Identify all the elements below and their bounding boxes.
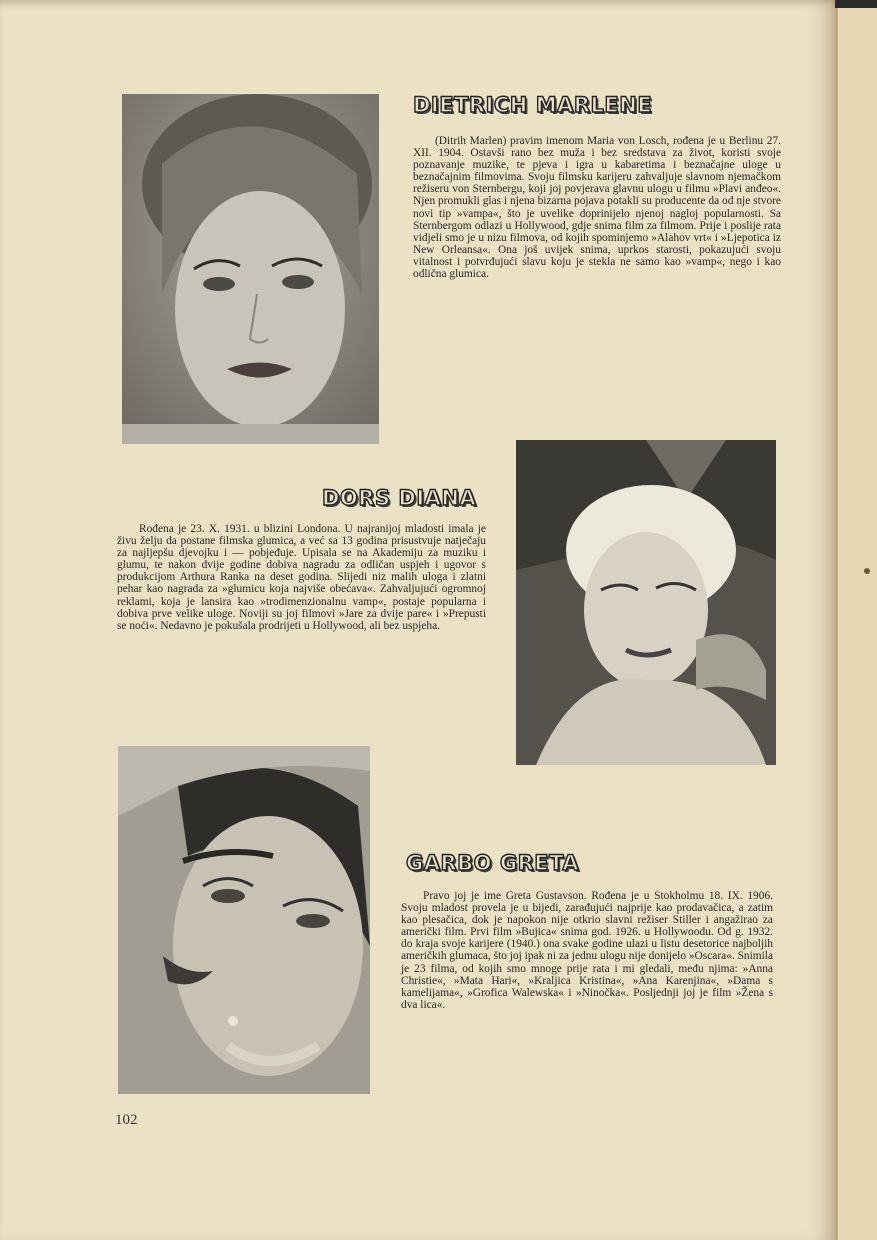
dors-portrait-image [516,440,776,765]
page-mark [864,568,870,574]
garbo-biography: Pravo joj je ime Greta Gustavson. Rođena je u Stokholmu 18. IX. 1906. Svoju mladost provela je u bijedi, zarađujući najprije kao prodavačica, a zatim kao plesačica, dok je napokon nije otkrio slavni režiser Stiller i angažirao za američki film. Prvi film »Bujica« snima god. 1926. u Hollywoodu. Od g. 1932. do kraja svoje karijere (1940.) ona svake godine ulazi u listu desetorice najboljih američkih glumaca, što joj ipak ni za jednu ulogu nije donijelo »Oscara«. Snimila je 23 filma, od kojih smo mnoge prije rata i mi gledali, među njima: »Anna Christie«, »Mata Hari«, »Kraljica Kristina«, »Ana Karenjina«, »Dama s kamelijama«, »Grofica Walewska« i »Ninočka«. Posljednji joj je film »Žena s dva lica«. [401,890,774,1011]
garbo-portrait-image [118,746,370,1094]
dietrich-photo [122,94,379,444]
garbo-photo [118,746,370,1094]
page-number: 102 [115,1112,138,1128]
dors-biography: Rođena je 23. X. 1931. u blizini Londona. U najranijoj mladosti imala je živu želju da postane filmska glumica, a već sa 13 godina prisustvuje natječaju za najljepšu djevojku i — pobjeđuje. Upisala se na Akademiju za muziku i glumu, te nakon dvije godine dobiva nagradu za odličan uspjeh i ugovor s produkcijom Arthura Ranka na deset godina. Slijedi niz malih uloga i zlatni pehar kao nagrada za »glumicu koja najviše obećava«. Zahvaljujući ogromnoj reklami, koja je lansira kao »trodimenzionalnu vamp«, postaje popularna i dobiva prve velike uloge. Noviji su joj filmovi »Jare za dvije pare« i »Prepusti se noći«. Nedavno je pokušala prodrijeti u Hollywood, ali bez uspjeha. [117,523,486,632]
dors-photo [516,440,776,765]
dietrich-biography: (Ditrih Marlen) pravim imenom Maria von Losch, rođena je u Berlinu 27. XII. 1904. Ostavši rano bez muža i bez sredstava za život, koristi svoje poznavanje muzike, te pjeva i igra u kabaretima i beznačajne uloge u beznačajnim filmovima. Svoju filmsku karijeru zahvaljuje slavnom njemačkom režiseru von Sternbergu, koji joj povjerava glavnu ulogu u filmu »Plavi anđeo«. Njen promukli glas i njena bizarna pojava potakli su producente da od nje stvore novi tip »vampa«, što je uvelike doprinijelo njenoj naglој popularnosti. Sa Sternbergom odlazi u Hollywood, gdje snima film za filmom. Prije i poslije rata vidjeli smo je u nizu filmova, od kojih spominjemo »Alahov vrt« i »Ljepotica iz New Orleansa«. Ona još uvijek snima, uprkos starosti, pokazujući svoju vitalnost i potvrđujući slavu koju je stekla ne samo kao »vamp«, nego i kao odlična glumica. [413,135,781,281]
dietrich-portrait-image [122,94,379,444]
dietrich-heading: DIETRICH MARLENE [413,93,653,117]
dors-heading: DORS DIANA [322,486,477,510]
garbo-heading: GARBO GRETA [406,851,580,875]
adjacent-page-edge [835,8,877,1240]
